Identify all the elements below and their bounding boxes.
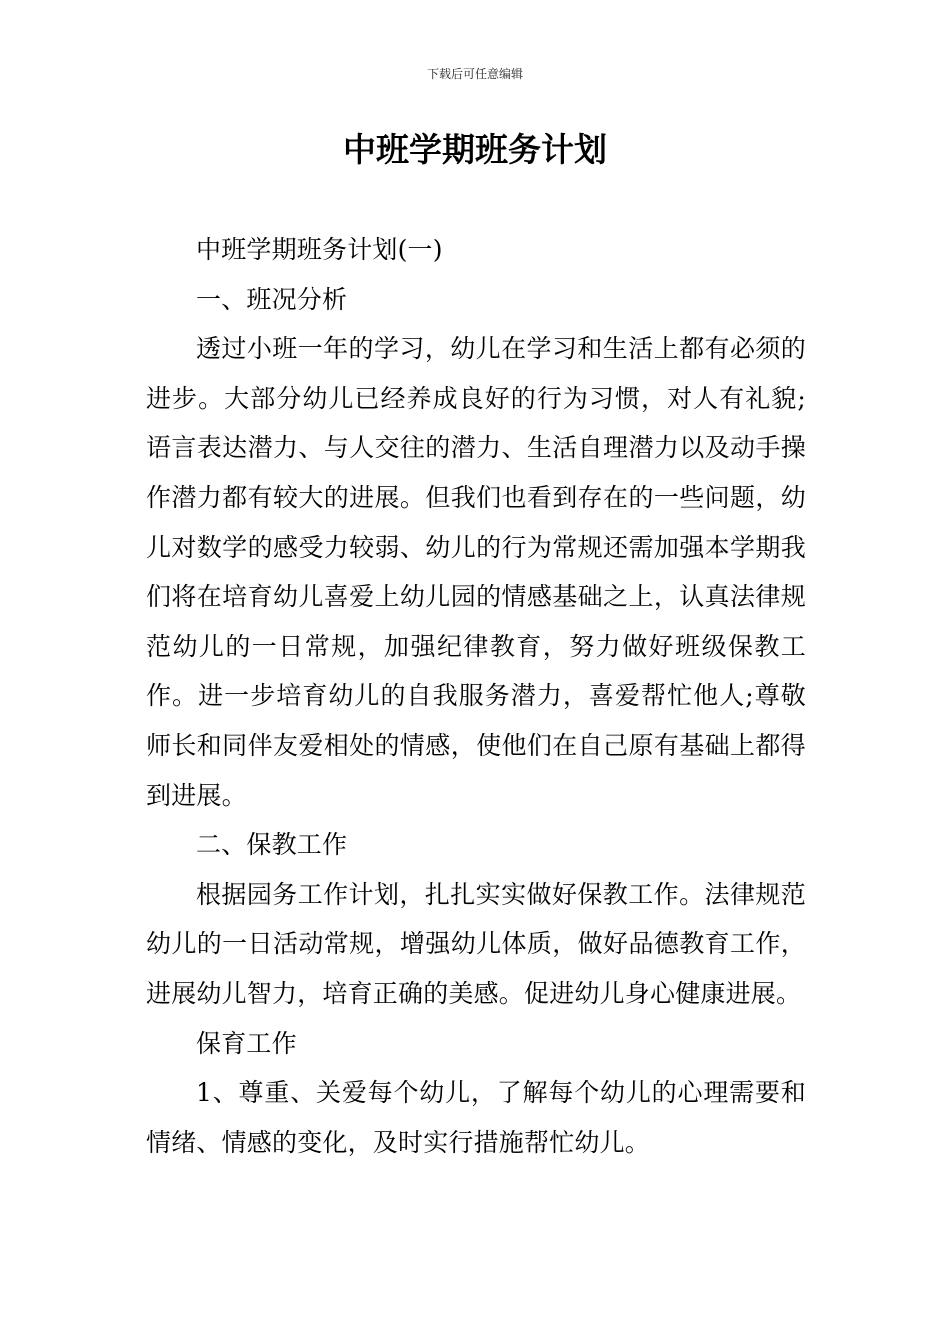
- section-subtitle: 中班学期班务计划(一): [196, 235, 443, 264]
- paragraph-class-analysis: 透过小班一年的学习，幼儿在学习和生活上都有必须的进步。大部分幼儿已经养成良好的行为习惯，对人有礼貌;语言表达潜力、与人交往的潜力、生活自理潜力以及动手操作潜力都有较大的进展。但我们也看到存在的一些问题，幼儿对数学的感受力较弱、幼儿的行为常规还需加强本学期我们将在培育幼儿喜爱上幼儿园的情感基础之上，认真法律规范幼儿的一日常规，加强纪律教育，努力做好班级保教工作。进一步培育幼儿的自我服务潜力，喜爱帮忙他人;尊敬师长和同伴友爱相处的情感，使他们在自己原有基础上都得到进展。: [146, 334, 806, 810]
- header-note: 下载后可任意编辑: [426, 67, 523, 81]
- section-heading-care-education: 二、保教工作: [196, 830, 348, 860]
- document-title: 中班学期班务计划: [343, 130, 607, 169]
- paragraph-care-item-1: 1、尊重、关爱每个幼儿，了解每个幼儿的心理需要和情绪、情感的变化，及时实行措施帮忙幼儿。: [146, 1078, 806, 1157]
- paragraph-care-education: 根据园务工作计划，扎扎实实做好保教工作。法律规范幼儿的一日活动常规，增强幼儿体质，做好品德教育工作，进展幼儿智力，培育正确的美感。促进幼儿身心健康进展。: [146, 879, 806, 1008]
- section-heading-class-analysis: 一、班况分析: [196, 284, 348, 314]
- document-body: [146, 225, 806, 1167]
- subsection-heading-care-work: 保育工作: [196, 1028, 297, 1058]
